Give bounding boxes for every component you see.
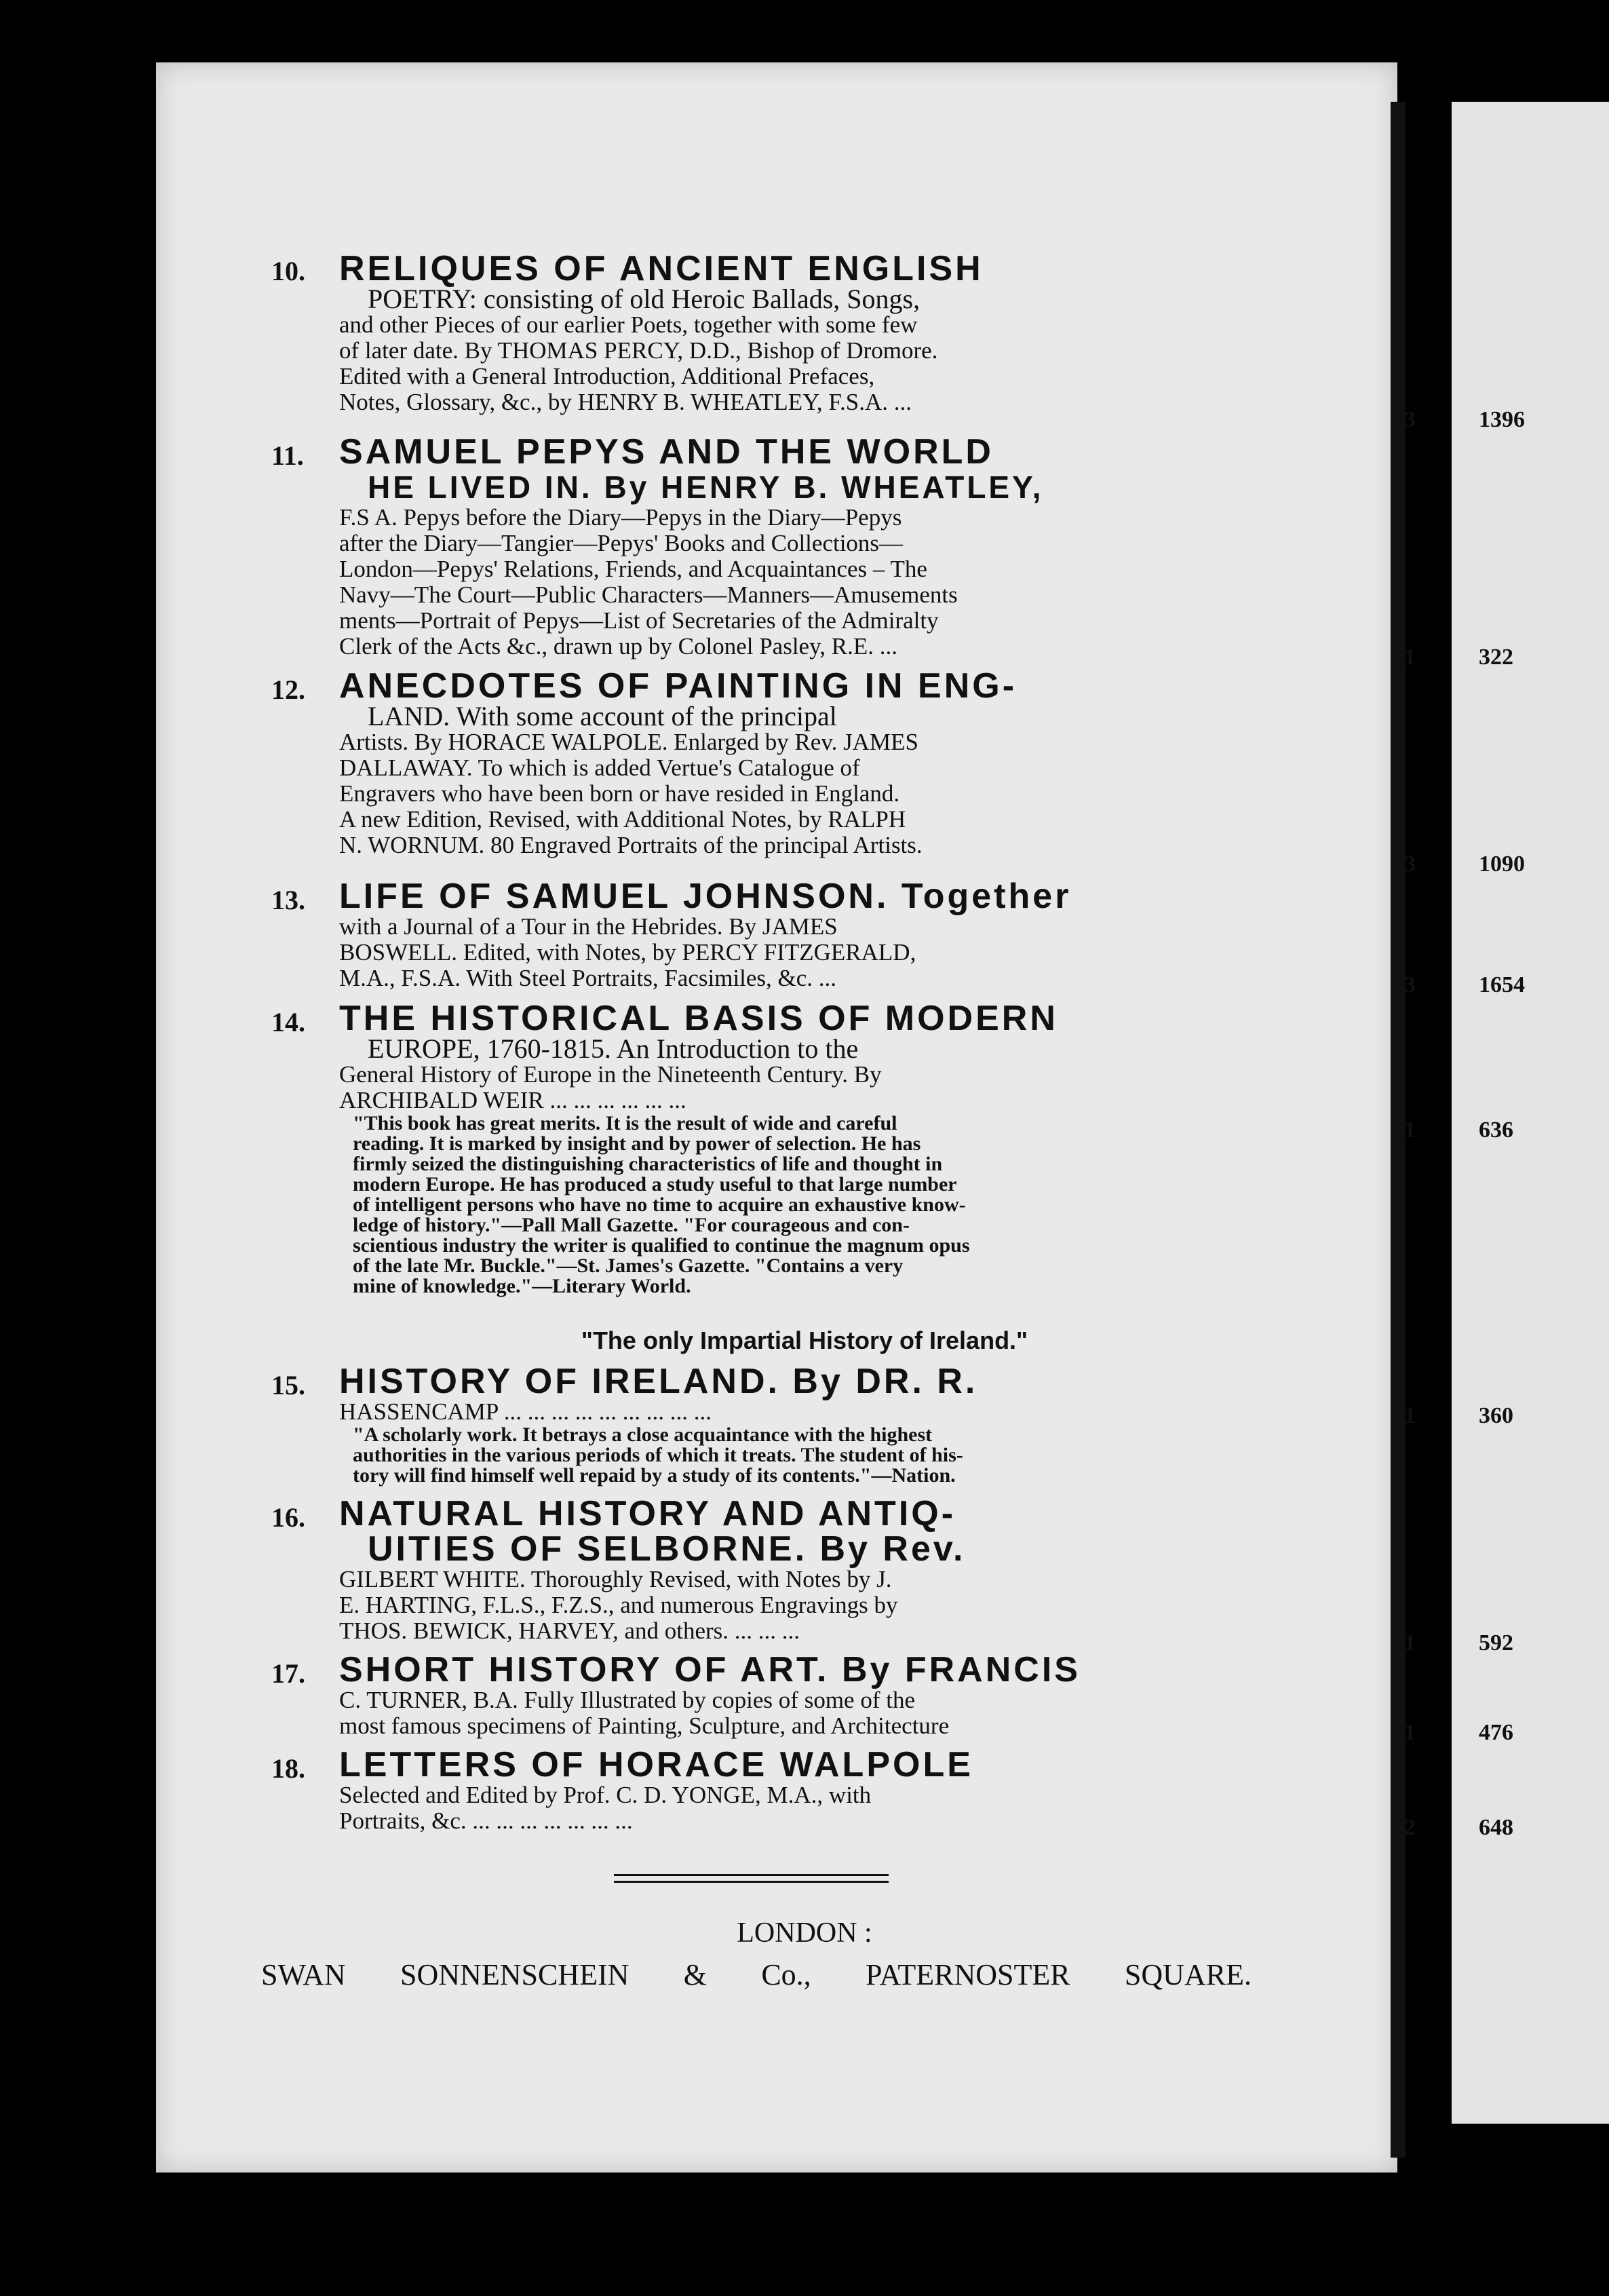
entry-line: C. TURNER, B.A. Fully Illustrated by copies of some of the <box>339 1687 916 1713</box>
entry-line: and other Pieces of our earlier Poets, together with some few <box>339 311 918 338</box>
review-quote: mine of knowledge."—Literary World. <box>353 1275 691 1297</box>
entry-number: 17. <box>271 1658 305 1689</box>
entry-line: N. WORNUM. 80 Engraved Portraits of the principal Artists. <box>339 832 923 858</box>
entry-line: most famous specimens of Painting, Sculpture, and Architecture <box>339 1713 950 1739</box>
entry-number: 13. <box>271 885 305 915</box>
entry-line: Clerk of the Acts &c., drawn up by Colonel Pasley, R.E. ... <box>339 633 898 659</box>
page-count: 1654 <box>1479 972 1525 997</box>
entry-number: 11. <box>271 440 304 471</box>
page-count: 360 <box>1479 1403 1513 1428</box>
entry-title-cont: HE LIVED IN. By HENRY B. WHEATLEY, <box>368 470 1044 505</box>
entry-line: BOSWELL. Edited, with Notes, by PERCY FITZGERALD, <box>339 939 916 965</box>
review-quote: firmly seized the distinguishing characteristics of life and thought in <box>353 1153 943 1175</box>
entry-line: Engravers who have been born or have resided in England. <box>339 780 900 807</box>
page-count: 1396 <box>1479 407 1525 432</box>
banner-ireland: "The only Impartial History of Ireland." <box>581 1326 1028 1354</box>
entry-line: THOS. BEWICK, HARVEY, and others. ... ... ... <box>339 1618 800 1644</box>
volume-count: 1 <box>1404 1117 1416 1143</box>
double-rule-top <box>614 1874 889 1876</box>
entry-number: 15. <box>271 1370 305 1400</box>
review-quote: "A scholarly work. It betrays a close acquaintance with the highest <box>353 1423 933 1446</box>
entry-title-cont: LAND. With some account of the principal <box>368 701 837 731</box>
entry-line: after the Diary—Tangier—Pepys' Books and Collections— <box>339 530 904 556</box>
entry-title-cont: EUROPE, 1760-1815. An Introduction to the <box>368 1033 859 1064</box>
review-quote: ledge of history."—Pall Mall Gazette. "For courageous and con- <box>353 1214 910 1236</box>
entry-line: Portraits, &c. ... ... ... ... ... ... ... <box>339 1807 633 1834</box>
entry-title: LIFE OF SAMUEL JOHNSON. Together <box>339 877 1072 916</box>
imprint-publisher <box>261 1957 1252 1992</box>
volume-count: 1 <box>1404 645 1416 670</box>
review-quote: tory will find himself well repaid by a study of its contents."—Nation. <box>353 1464 956 1487</box>
entry-title: NATURAL HISTORY AND ANTIQ- <box>339 1494 956 1533</box>
entry-line: M.A., F.S.A. With Steel Portraits, Facsimiles, &c. ... <box>339 965 837 991</box>
entry-line: DALLAWAY. To which is added Vertue's Catalogue of <box>339 754 860 781</box>
entry-line: HASSENCAMP ... ... ... ... ... ... ... ... ... <box>339 1398 712 1425</box>
entry-title: RELIQUES OF ANCIENT ENGLISH <box>339 249 984 288</box>
volume-count: 2 <box>1404 1815 1416 1840</box>
review-quote: authorities in the various periods of which it treats. The student of his- <box>353 1444 963 1466</box>
entry-title: HISTORY OF IRELAND. By DR. R. <box>339 1362 978 1401</box>
volume-count: 3 <box>1404 407 1416 432</box>
page-count: 1090 <box>1479 852 1525 877</box>
entry-title-cont: POETRY: consisting of old Heroic Ballads, Songs, <box>368 284 920 314</box>
page-edge <box>1391 102 1406 2158</box>
entry-line: ARCHIBALD WEIR ... ... ... ... ... ... <box>339 1087 686 1113</box>
entry-line: Notes, Glossary, &c., by HENRY B. WHEATLEY, F.S.A. ... <box>339 389 912 415</box>
entry-number: 18. <box>271 1753 305 1784</box>
entry-title: LETTERS OF HORACE WALPOLE <box>339 1745 973 1784</box>
page-count: 648 <box>1479 1815 1513 1840</box>
page-count: 636 <box>1479 1117 1513 1143</box>
review-quote: "This book has great merits. It is the result of wide and careful <box>353 1112 897 1134</box>
review-quote: of intelligent persons who have no time to acquire an exhaustive know- <box>353 1193 966 1216</box>
entry-line: Selected and Edited by Prof. C. D. YONGE, M.A., with <box>339 1782 872 1808</box>
page-count: 476 <box>1479 1720 1513 1745</box>
volume-count: 3 <box>1404 852 1416 877</box>
imprint-word: Co., <box>761 1958 811 1991</box>
entry-line: General History of Europe in the Nineteenth Century. By <box>339 1061 882 1088</box>
review-quote: reading. It is marked by insight and by power of selection. He has <box>353 1132 921 1155</box>
entry-line: E. HARTING, F.L.S., F.Z.S., and numerous Engravings by <box>339 1592 898 1618</box>
entry-line: Artists. By HORACE WALPOLE. Enlarged by Rev. JAMES <box>339 729 918 755</box>
entry-title: SAMUEL PEPYS AND THE WORLD <box>339 432 994 472</box>
review-quote: modern Europe. He has produced a study useful to that large number <box>353 1173 957 1195</box>
page-count: 322 <box>1479 645 1513 670</box>
double-rule-bottom <box>614 1881 889 1883</box>
entry-number: 10. <box>271 256 305 286</box>
entry-line: Edited with a General Introduction, Additional Prefaces, <box>339 363 875 389</box>
volume-count: 1 <box>1404 1630 1416 1656</box>
entry-line: ments—Portrait of Pepys—List of Secretaries of the Admiralty <box>339 607 939 634</box>
entry-number: 14. <box>271 1007 305 1037</box>
entry-title: SHORT HISTORY OF ART. By FRANCIS <box>339 1650 1081 1689</box>
imprint-word: SQUARE. <box>1124 1958 1252 1991</box>
entry-title: ANECDOTES OF PAINTING IN ENG- <box>339 666 1017 706</box>
page-count: 592 <box>1479 1630 1513 1656</box>
entry-line: of later date. By THOMAS PERCY, D.D., Bishop of Dromore. <box>339 337 938 364</box>
volume-count: 1 <box>1404 1720 1416 1745</box>
imprint-word: SWAN <box>261 1958 346 1991</box>
imprint-word: PATERNOSTER <box>866 1958 1070 1991</box>
entry-number: 12. <box>271 674 305 705</box>
review-quote: scientious industry the writer is qualified to continue the magnum opus <box>353 1234 970 1257</box>
volume-count: 3 <box>1404 972 1416 997</box>
entry-line: London—Pepys' Relations, Friends, and Acquaintances – The <box>339 556 927 582</box>
entry-line: with a Journal of a Tour in the Hebrides. By JAMES <box>339 913 838 940</box>
entry-title-cont: UITIES OF SELBORNE. By Rev. <box>368 1529 966 1569</box>
review-quote: of the late Mr. Buckle."—St. James's Gazette. "Contains a very <box>353 1255 904 1277</box>
entry-line: F.S A. Pepys before the Diary—Pepys in the Diary—Pepys <box>339 504 902 531</box>
volume-count: 1 <box>1404 1403 1416 1428</box>
imprint-word: & <box>683 1958 707 1991</box>
entry-number: 16. <box>271 1502 305 1533</box>
adjacent-page <box>1452 102 1609 2124</box>
imprint-word: SONNENSCHEIN <box>400 1958 629 1991</box>
entry-line: GILBERT WHITE. Thoroughly Revised, with Notes by J. <box>339 1566 892 1592</box>
imprint-city: LONDON : <box>737 1917 872 1949</box>
entry-line: Navy—The Court—Public Characters—Manners—Amusements <box>339 581 958 608</box>
entry-line: A new Edition, Revised, with Additional Notes, by RALPH <box>339 806 906 833</box>
entry-title: THE HISTORICAL BASIS OF MODERN <box>339 999 1058 1038</box>
